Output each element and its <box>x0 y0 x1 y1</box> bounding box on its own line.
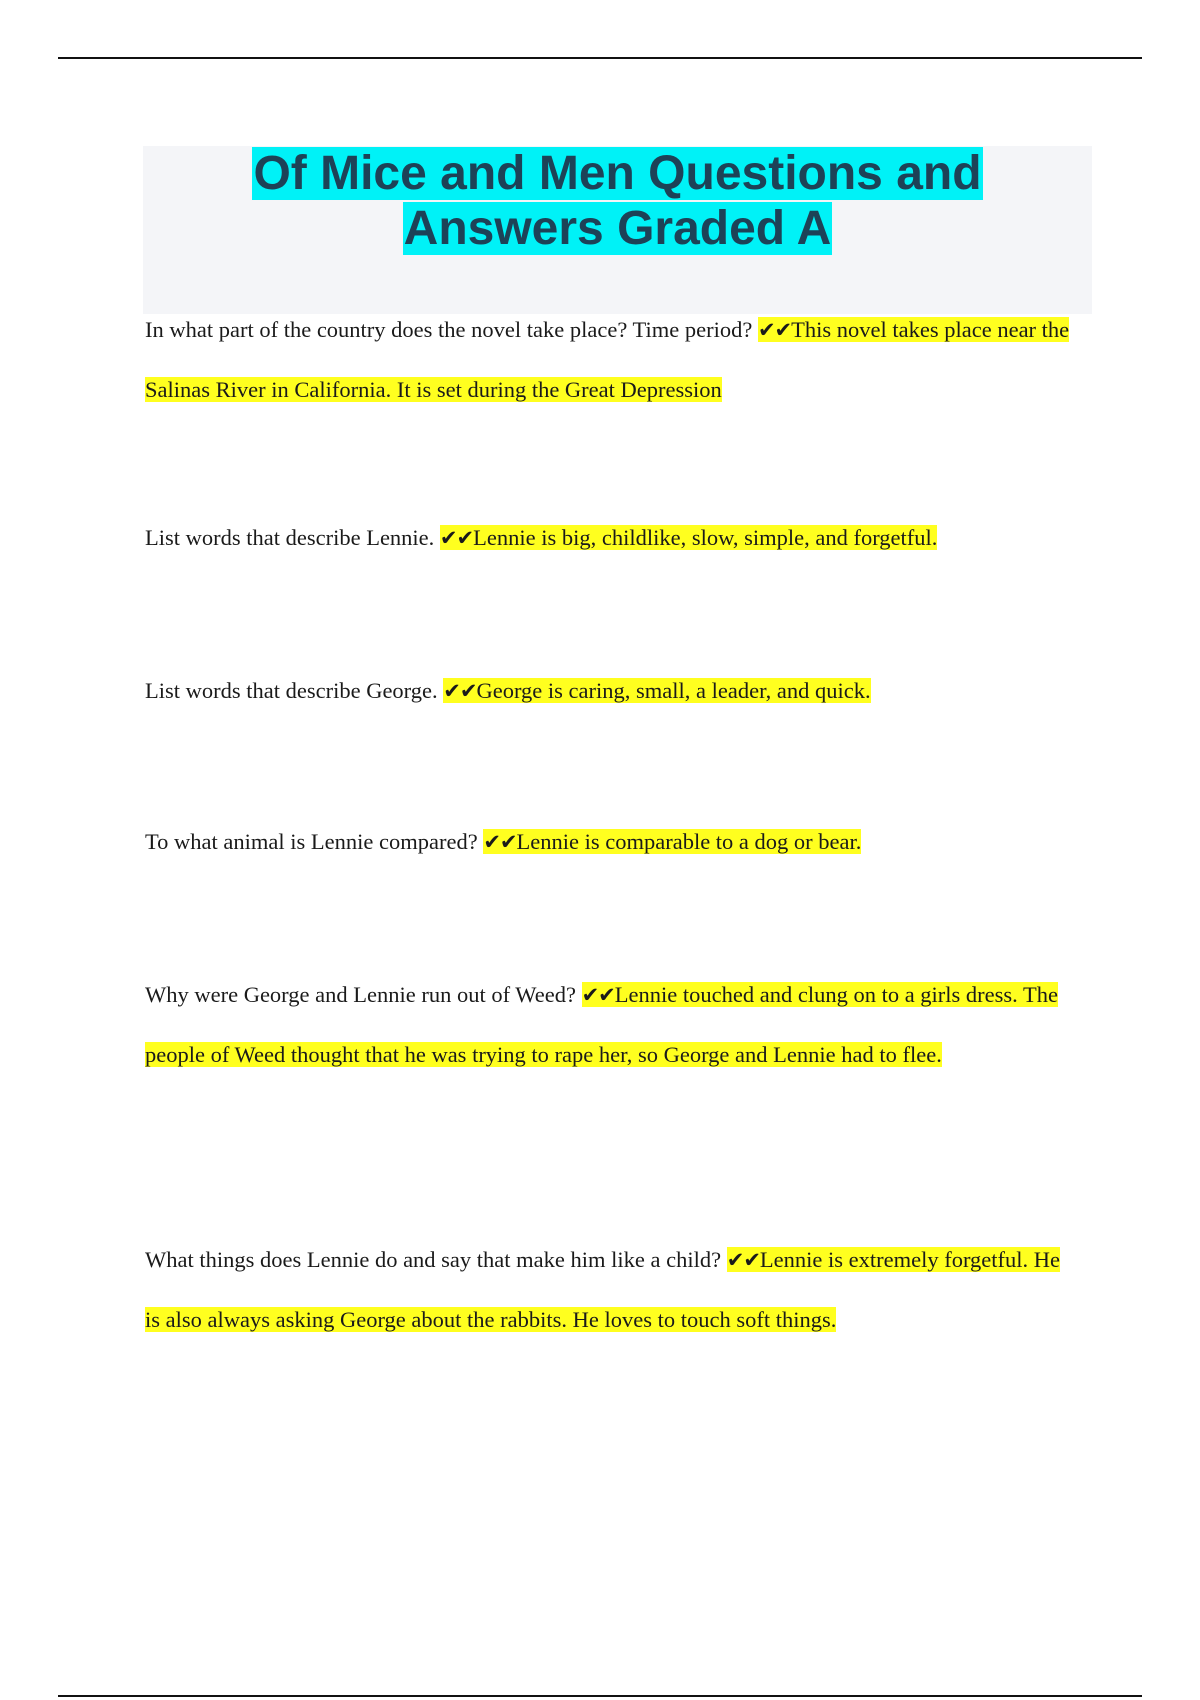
answer-text: ✔✔This novel takes place near the Salinas River in California. It is set during the Great Depression <box>145 317 1070 402</box>
question-text: What things does Lennie do and say that make him like a child? <box>145 1247 727 1272</box>
question-text: To what animal is Lennie compared? <box>145 829 484 854</box>
answer-text: ✔✔Lennie is comparable to a dog or bear. <box>483 829 862 854</box>
qa-item <box>145 965 1080 1085</box>
qa-item <box>145 812 1080 872</box>
qa-item <box>145 1230 1080 1350</box>
double-check-icon: ✔✔ <box>483 830 517 854</box>
double-check-icon: ✔✔ <box>443 679 477 703</box>
double-check-icon: ✔✔ <box>439 526 474 550</box>
question-text: List words that describe Lennie. <box>145 525 440 550</box>
qa-item <box>145 508 1080 568</box>
answer-text: ✔✔Lennie is extremely forgetful. He is also always asking George about the rabbits. He loves to touch soft things. <box>145 1247 1061 1332</box>
top-rule <box>58 57 1142 59</box>
question-text: List words that describe George. <box>145 678 444 703</box>
answer-text: ✔✔George is caring, small, a leader, and quick. <box>443 678 871 703</box>
question-text: Why were George and Lennie run out of Weed? <box>145 982 582 1007</box>
qa-item <box>145 661 1080 721</box>
qa-item <box>145 300 1080 420</box>
bottom-rule <box>58 1695 1142 1697</box>
double-check-icon: ✔✔ <box>726 1248 760 1272</box>
question-text: In what part of the country does the novel take place? Time period? <box>145 317 758 342</box>
document-title <box>143 146 1092 256</box>
double-check-icon: ✔✔ <box>581 983 615 1007</box>
answer-text: ✔✔Lennie is big, childlike, slow, simple, and forgetful. <box>439 525 938 550</box>
answer-text: ✔✔Lennie touched and clung on to a girls dress. The people of Weed thought that he was trying to rape her, so George and Lennie had to flee. <box>145 982 1059 1067</box>
title-line-1: Of Mice and Men Questions and <box>253 147 982 200</box>
title-line-2: Answers Graded A <box>403 202 832 255</box>
double-check-icon: ✔✔ <box>757 318 792 342</box>
